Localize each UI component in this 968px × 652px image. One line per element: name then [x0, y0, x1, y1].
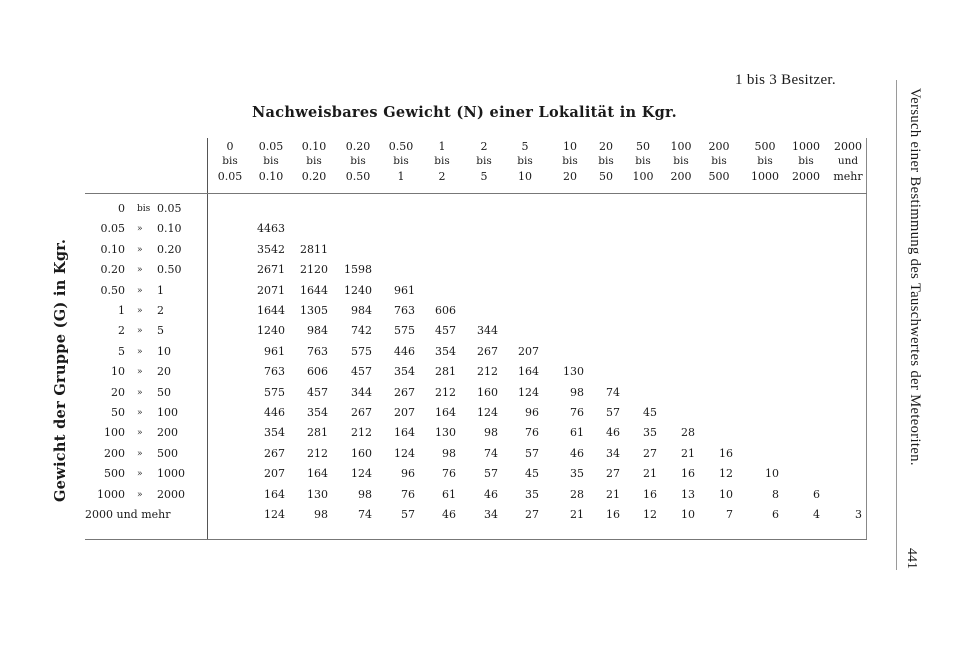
table-cell: 8: [772, 487, 779, 501]
table-cell: 457: [435, 324, 456, 338]
table-cell: 46: [442, 508, 456, 521]
row-label: [85, 304, 200, 324]
table-cell: 1644: [300, 283, 328, 297]
table-cell: 961: [264, 344, 285, 358]
table-cell: 160: [477, 385, 498, 399]
table-cell: 164: [264, 487, 285, 501]
table-cell: 74: [606, 385, 620, 399]
row-label: [85, 426, 200, 446]
table-cell: 34: [484, 508, 498, 521]
table-cell: 124: [477, 406, 498, 419]
table-cell: 1644: [257, 304, 285, 317]
row-label: [85, 202, 200, 222]
column-header: [336, 139, 380, 184]
table-cell: 124: [518, 385, 539, 399]
column-header-sep: bis: [393, 155, 409, 167]
row-label-from: 2: [118, 324, 125, 338]
table-cell: 2811: [300, 242, 328, 256]
table-cell: 10: [681, 508, 695, 521]
table-cell: 76: [401, 487, 415, 501]
table-cell: 96: [525, 406, 539, 419]
table-cell: 212: [307, 446, 328, 460]
row-label-sep: »: [137, 448, 143, 459]
column-header-sep: bis: [222, 155, 238, 167]
column-header-to: 1: [397, 170, 405, 183]
table-cell: 21: [606, 487, 620, 501]
table-title: Nachweisbares Gewicht (N) einer Lokalität in Kgr.: [252, 104, 677, 121]
column-header-from: 10: [563, 140, 577, 153]
side-rule: [896, 80, 897, 570]
table-cell: 164: [435, 406, 456, 419]
table-cell: 742: [351, 324, 372, 338]
table-cell: 57: [484, 467, 498, 481]
table-cell: 961: [394, 283, 415, 297]
row-label-text: 2000 und mehr: [85, 508, 171, 521]
column-header-sep: bis: [711, 155, 727, 167]
column-header-to: 2000: [792, 170, 820, 183]
table-cell: 281: [435, 365, 456, 379]
row-axis-label: Gewicht der Gruppe (G) in Kgr.: [52, 238, 69, 502]
row-label-sep: »: [137, 326, 143, 337]
row-label-sep: »: [137, 285, 143, 296]
column-header-from: 0: [226, 140, 234, 153]
table-cell: 763: [264, 365, 285, 379]
row-label-from: 20: [111, 385, 125, 399]
table-cell: 3: [855, 508, 862, 521]
row-label-sep: bis: [137, 204, 151, 214]
column-header-from: 0.05: [258, 140, 284, 153]
column-header-from: 2: [480, 140, 488, 153]
column-header-to: 200: [670, 170, 692, 183]
table-cell: 35: [643, 426, 657, 440]
row-label: [85, 447, 200, 467]
table-cell: 606: [435, 304, 456, 317]
table-cell: 164: [307, 467, 328, 481]
table-cell: 74: [484, 446, 498, 460]
table-cell: 344: [477, 324, 498, 338]
table-cell: 28: [681, 426, 695, 440]
row-label: [85, 488, 200, 508]
table-cell: 124: [394, 446, 415, 460]
table-cell: 1240: [344, 283, 372, 297]
column-header-from: 500: [754, 140, 776, 153]
table-cell: 6: [813, 487, 820, 501]
row-label-sep: »: [137, 428, 143, 439]
table-cell: 1240: [257, 324, 285, 338]
table-cell: 13: [681, 487, 695, 501]
table-bottom-rule: [85, 539, 867, 540]
column-header-from: 100: [670, 140, 692, 153]
table-cell: 35: [570, 467, 584, 481]
column-header-to: 0.50: [345, 170, 371, 183]
table-cell: 12: [719, 467, 733, 481]
row-label-sep: »: [137, 469, 143, 480]
table-cell: 763: [307, 344, 328, 358]
running-head: 1 bis 3 Besitzer.: [735, 72, 836, 88]
row-label-from: 0.20: [100, 263, 125, 277]
table-cell: 21: [570, 508, 584, 521]
column-header-sep: bis: [673, 155, 689, 167]
table-cell: 164: [394, 426, 415, 440]
table-cell: 207: [264, 467, 285, 481]
column-header-to: 20: [563, 170, 577, 183]
table-cell: 16: [681, 467, 695, 481]
row-label: [85, 243, 200, 263]
table-cell: 4: [813, 508, 820, 521]
table-cell: 61: [442, 487, 456, 501]
table-cell: 16: [606, 508, 620, 521]
table-cell: 1305: [300, 304, 328, 317]
row-label: [85, 324, 200, 344]
table-cell: 76: [442, 467, 456, 481]
table-cell: 34: [606, 446, 620, 460]
table-cell: 10: [765, 467, 779, 481]
column-header: [743, 139, 787, 184]
row-label-from: 1000: [97, 487, 125, 501]
column-header-from: 50: [636, 140, 650, 153]
row-label-sep: »: [137, 265, 143, 276]
table-cell: 212: [477, 365, 498, 379]
row-label: [85, 508, 200, 528]
row-label: [85, 345, 200, 365]
table-cell: 124: [264, 508, 285, 521]
column-header-to: 0.05: [217, 170, 243, 183]
table-cell: 267: [264, 446, 285, 460]
table-cell: 10: [719, 487, 733, 501]
column-header-sep: bis: [434, 155, 450, 167]
row-label-from: 50: [111, 406, 125, 419]
table-cell: 207: [394, 406, 415, 419]
table-cell: 124: [351, 467, 372, 481]
column-header-from: 1000: [792, 140, 820, 153]
side-title: Versuch einer Bestimmung des Tauschwertes der Meteoriten.: [907, 88, 923, 466]
table-cell: 1598: [344, 263, 372, 277]
table-cell: 457: [307, 385, 328, 399]
column-header-to: 50: [599, 170, 613, 183]
table-cell: 98: [570, 385, 584, 399]
column-header: [826, 139, 870, 184]
row-label-from: 10: [111, 365, 125, 379]
table-cell: 21: [681, 446, 695, 460]
column-header-to: mehr: [833, 170, 863, 183]
table-cell: 130: [563, 365, 584, 379]
table-cell: 27: [606, 467, 620, 481]
row-label: [85, 406, 200, 426]
row-label-from: 1: [118, 304, 125, 317]
column-header-from: 0.50: [388, 140, 414, 153]
column-header-sep: bis: [635, 155, 651, 167]
table-cell: 96: [401, 467, 415, 481]
column-header-sep: bis: [263, 155, 279, 167]
header-bottom-rule: [85, 193, 867, 194]
row-label-to: 5: [157, 324, 164, 338]
column-header-from: 200: [708, 140, 730, 153]
table-cell: 130: [307, 487, 328, 501]
column-header-from: 2000: [834, 140, 862, 153]
table-cell: 267: [477, 344, 498, 358]
row-label-to: 50: [157, 385, 171, 399]
table-cell: 46: [570, 446, 584, 460]
table-cell: 207: [518, 344, 539, 358]
table-cell: 76: [570, 406, 584, 419]
row-label: [85, 386, 200, 406]
column-header-to: 0.20: [301, 170, 327, 183]
column-header: [249, 139, 293, 184]
table-cell: 446: [394, 344, 415, 358]
table-cell: 74: [358, 508, 372, 521]
table-cell: 281: [307, 426, 328, 440]
row-label-to: 500: [157, 446, 178, 460]
row-label: [85, 263, 200, 283]
column-header-sep: bis: [798, 155, 814, 167]
table-cell: 76: [525, 426, 539, 440]
row-label-to: 2: [157, 304, 164, 317]
table-cell: 984: [307, 324, 328, 338]
table-cell: 28: [570, 487, 584, 501]
table-cell: 354: [394, 365, 415, 379]
column-header: [503, 139, 547, 184]
table-cell: 267: [394, 385, 415, 399]
table-cell: 164: [518, 365, 539, 379]
row-label: [85, 467, 200, 487]
row-label-to: 0.20: [157, 242, 182, 256]
column-header-sep: bis: [598, 155, 614, 167]
row-label-to: 10: [157, 344, 171, 358]
row-label-to: 100: [157, 406, 178, 419]
table-cell: 575: [394, 324, 415, 338]
table-cell: 98: [314, 508, 328, 521]
table-cell: 98: [358, 487, 372, 501]
column-header-sep: bis: [517, 155, 533, 167]
column-header-to: 2: [438, 170, 446, 183]
column-header: [292, 139, 336, 184]
row-label-to: 20: [157, 365, 171, 379]
header-right-rule: [866, 138, 867, 540]
table-cell: 2671: [257, 263, 285, 277]
row-label-from: 100: [104, 426, 125, 440]
row-label-to: 200: [157, 426, 178, 440]
row-label-from: 0: [118, 202, 125, 215]
row-label-sep: »: [137, 306, 143, 316]
table-cell: 46: [484, 487, 498, 501]
column-header-from: 20: [599, 140, 613, 153]
table-cell: 3542: [257, 242, 285, 256]
row-label-sep: »: [137, 346, 143, 357]
row-label-from: 0.05: [100, 222, 125, 236]
row-label-to: 2000: [157, 487, 185, 501]
page-number: 441: [904, 548, 919, 569]
row-label: [85, 365, 200, 385]
column-header-to: 5: [480, 170, 488, 183]
column-header-from: 5: [521, 140, 529, 153]
column-header-to: 10: [518, 170, 532, 183]
column-header: [697, 139, 741, 184]
row-label: [85, 284, 200, 304]
row-label-to: 1: [157, 283, 164, 297]
column-header: [784, 139, 828, 184]
table-cell: 45: [643, 406, 657, 419]
column-header-from: 0.20: [345, 140, 371, 153]
row-label-sep: »: [137, 489, 143, 500]
table-cell: 575: [264, 385, 285, 399]
column-header-to: 0.10: [258, 170, 284, 183]
column-header: [462, 139, 506, 184]
table-cell: 57: [525, 446, 539, 460]
table-cell: 98: [442, 446, 456, 460]
column-header-to: 500: [708, 170, 730, 183]
column-header-sep: bis: [306, 155, 322, 167]
table-cell: 212: [435, 385, 456, 399]
table-cell: 130: [435, 426, 456, 440]
column-header-sep: bis: [350, 155, 366, 167]
table-cell: 575: [351, 344, 372, 358]
table-cell: 45: [525, 467, 539, 481]
row-label-from: 0.50: [100, 283, 125, 297]
table-cell: 16: [643, 487, 657, 501]
column-header: [379, 139, 423, 184]
table-cell: 12: [643, 508, 657, 521]
row-label-from: 5: [118, 344, 125, 358]
table-cell: 606: [307, 365, 328, 379]
table-cell: 98: [484, 426, 498, 440]
table-cell: 27: [525, 508, 539, 521]
table-cell: 457: [351, 365, 372, 379]
table-cell: 354: [264, 426, 285, 440]
table-cell: 57: [401, 508, 415, 521]
table-cell: 35: [525, 487, 539, 501]
table-cell: 984: [351, 304, 372, 317]
table-cell: 4463: [257, 222, 285, 236]
table-cell: 212: [351, 426, 372, 440]
table-cell: 354: [435, 344, 456, 358]
table-cell: 2120: [300, 263, 328, 277]
row-label-sep: »: [137, 367, 143, 378]
column-header: [208, 139, 252, 184]
header-left-rule: [207, 138, 208, 540]
row-label-from: 200: [104, 446, 125, 460]
column-header-sep: bis: [757, 155, 773, 167]
table-cell: 16: [719, 446, 733, 460]
row-label-sep: »: [137, 224, 143, 235]
row-label: [85, 222, 200, 242]
table-cell: 46: [606, 426, 620, 440]
table-cell: 7: [726, 508, 733, 521]
row-label-from: 0.10: [100, 242, 125, 256]
column-header-to: 100: [632, 170, 654, 183]
table-cell: 21: [643, 467, 657, 481]
row-label-to: 0.10: [157, 222, 182, 236]
table-cell: 267: [351, 406, 372, 419]
row-label-to: 1000: [157, 467, 185, 481]
table-cell: 2071: [257, 283, 285, 297]
column-header-to: 1000: [751, 170, 779, 183]
column-header-from: 0.10: [301, 140, 327, 153]
table-cell: 160: [351, 446, 372, 460]
row-label-to: 0.05: [157, 202, 182, 215]
row-label-from: 500: [104, 467, 125, 481]
table-cell: 763: [394, 304, 415, 317]
table-cell: 344: [351, 385, 372, 399]
row-label-sep: »: [137, 387, 143, 398]
row-label-sep: »: [137, 244, 143, 255]
table-cell: 61: [570, 426, 584, 440]
table-cell: 57: [606, 406, 620, 419]
row-label-to: 0.50: [157, 263, 182, 277]
table-cell: 6: [772, 508, 779, 521]
table-cell: 446: [264, 406, 285, 419]
column-header-sep: bis: [476, 155, 492, 167]
column-header-from: 1: [438, 140, 446, 153]
column-header: [420, 139, 464, 184]
column-header-sep: bis: [562, 155, 578, 167]
column-header-sep: und: [837, 155, 859, 167]
table-cell: 354: [307, 406, 328, 419]
table-cell: 27: [643, 446, 657, 460]
row-label-sep: »: [137, 408, 143, 418]
